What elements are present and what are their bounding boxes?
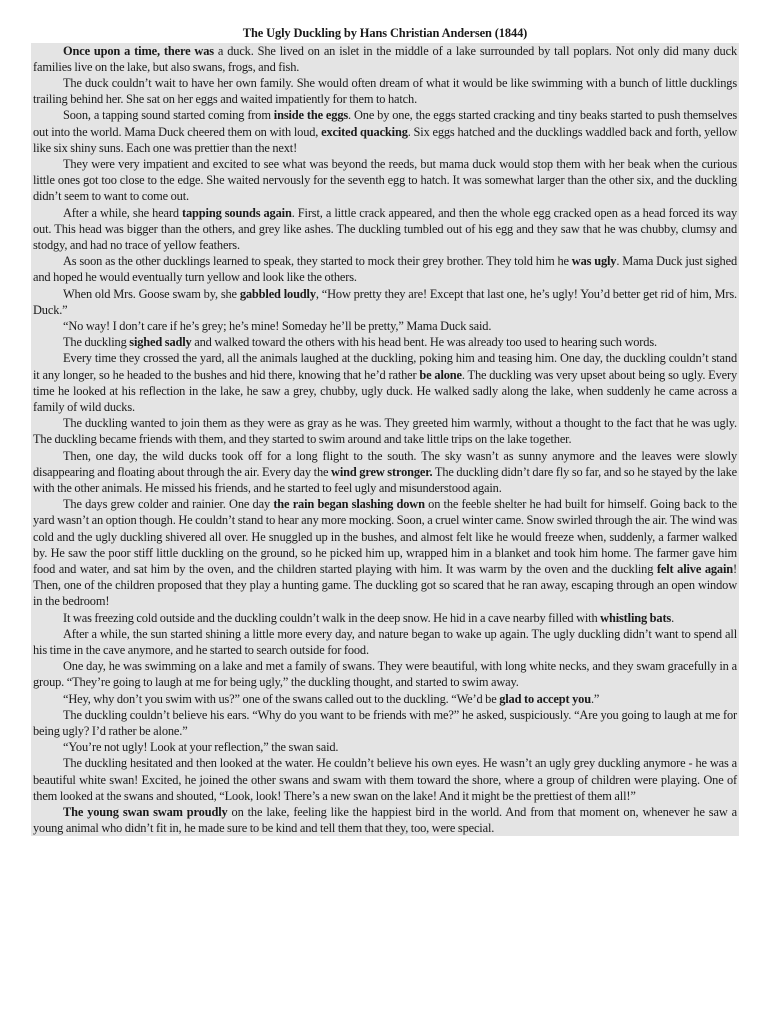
story-paragraph [33, 658, 737, 690]
text-run: a duck. She lived on an islet in the middle of a lake surrounded by tall poplars. Not only did many duck families live on the lake, but also swans, frogs, and fish. [33, 43, 737, 74]
text-run: and walked toward the others with his head bent. He was already too used to hearing such words. [191, 335, 657, 350]
text-run: Soon, a tapping sound started coming from [63, 108, 274, 123]
bold-phrase: the rain began slashing down [273, 497, 425, 512]
story-paragraph [33, 253, 737, 285]
text-run: They were very impatient and excited to see what was beyond the reeds, but mama duck would stop them with her beak when the curious little ones got too close to the edge. She waited nervously for the seventh egg to hatch. It was somewhat larger than the other six, and the duckling didn’t seem to want to come out. [33, 156, 737, 204]
bold-phrase: wind grew stronger. [331, 464, 433, 479]
text-run: on the lake, feeling like the happiest bird in the world. And from that moment on, whenever he saw a young animal who didn’t fit in, he made sure to be kind and tell them that they, too, were special. [33, 805, 737, 836]
text-run: After a while, the sun started shining a little more every day, and nature began to wake up again. The ugly duckling didn’t want to spend all his time in the cave anymore, and he started to search outside for food. [33, 626, 737, 658]
bold-phrase: be alone [419, 367, 462, 382]
text-run: The duckling couldn’t believe his ears. “Why do you want to be friends with me?” he asked, suspiciously. “Are you going to laugh at me for being ugly? I’d rather be alone.” [33, 707, 737, 739]
text-run: After a while, she heard [63, 205, 183, 220]
story-paragraph [33, 334, 737, 350]
story-paragraph [33, 755, 737, 804]
text-run: . First, a little crack appeared, and then the whole egg cracked open as a head forced its way out. This head was bigger than the others, and grey like ashes. The duckling tumbled out of his egg and they saw that he was chubby, clumsy and stodgy, and had no trace of yellow feathers. [33, 205, 737, 252]
bold-phrase: Once upon a time, there was [63, 43, 214, 58]
bold-phrase: sighed sadly [129, 335, 192, 350]
text-run: . One by one, the eggs started cracking and tiny beaks started to push themselves out into the world. Mama Duck cheered them on with loud, [33, 108, 737, 139]
text-run: . Six eggs hatched and the ducklings waddled back and forth, yellow like six shiny suns. Each one was prettier than the next! [33, 124, 737, 155]
text-run: The duckling hesitated and then looked at the water. He couldn’t believe his own eyes. He wasn’t an ugly grey duckling anymore - he was a beautiful white swan! Excited, he joined the other swans and swam with them toward the shore, where a group of children were playing. One of them looked at the swans and shouted, “Look, look! There’s a new swan on the lake! And it might be the prettiest of them all!” [33, 756, 737, 803]
text-run: The days grew colder and rainier. One day [63, 497, 274, 512]
story-paragraph [33, 626, 737, 658]
story-paragraph [33, 448, 737, 497]
story-paragraph [33, 691, 737, 707]
text-run: . The duckling was very upset about being so ugly. Every time he looked at his reflection in the lake, he saw a grey, chubby, ugly duck. He walked sadly along the lake, when suddenly he came across a family of wild ducks. [33, 367, 738, 414]
story-paragraph [33, 350, 737, 415]
text-run: . [671, 610, 675, 625]
text-run: One day, he was swimming on a lake and met a family of swans. They were beautiful, with long white necks, and they swam gracefully in a group. “They’re going to laugh at me for being ugly,” the duckling thought, and started to swim away. [33, 659, 737, 690]
text-run: Then, one day, the wild ducks took off for a long flight to the south. The sky wasn’t as sunny anymore and the leaves were slowly disappearing and floating about through the air. Every day the [33, 448, 737, 479]
text-run: It was freezing cold outside and the duckling couldn’t walk in the deep snow. He hid in a cave nearby filled with [63, 610, 601, 625]
text-run: Every time they crossed the yard, all the animals laughed at the duckling, poking him and teasing him. One day, the duckling couldn’t stand it any longer, so he headed to the bushes and hid there, knowing that he’d rather [33, 351, 737, 382]
text-run: When old Mrs. Goose swam by, she [63, 286, 240, 301]
story-paragraph [33, 610, 737, 626]
story-paragraph [33, 496, 737, 609]
story-paragraph [33, 75, 737, 107]
text-run: “Hey, why don’t you swim with us?” one of the swans called out to the duckling. “We’d be [63, 691, 500, 706]
text-run: As soon as the other ducklings learned to speak, they started to mock their grey brother. They told him he [63, 254, 572, 269]
text-run: “No way! I don’t care if he’s grey; he’s mine! Someday he’ll be pretty,” Mama Duck said. [63, 318, 492, 333]
story-paragraph [33, 804, 737, 836]
bold-phrase: excited quacking [321, 124, 408, 139]
text-run: The duckling didn’t dare fly so far, and so he stayed by the lake with the other animals. He missed his friends, and he started to feel ugly and misunderstood again. [33, 464, 737, 495]
story-paragraph [33, 156, 737, 205]
story-paragraph [33, 205, 737, 254]
text-run: . Mama Duck just sighed and hoped he would eventually turn yellow and look like the others. [33, 254, 737, 285]
bold-phrase: tapping sounds again [182, 205, 292, 220]
story-paragraph [33, 107, 737, 156]
document-title: The Ugly Duckling by Hans Christian Andersen (1844) [242, 26, 528, 40]
story-paragraph [33, 739, 737, 755]
bold-phrase: The young swan swam proudly [63, 805, 228, 820]
story-paragraph [33, 286, 737, 318]
story-paragraph [33, 43, 737, 75]
bold-phrase: gabbled loudly [239, 286, 316, 301]
text-run: .” [590, 691, 600, 706]
text-run: “You’re not ugly! Look at your reflection,” the swan said. [63, 740, 339, 755]
text-run: on the feeble shelter he had built for himself. Going back to the yard wasn’t an option though. He couldn’t stand to hear any more mocking. Soon, a cruel winter came. Snow swirled through the air. The wind was cold and the ugly duckling shivered all over. He snuggled up in the bushes, and almost felt like he would freeze when, suddenly, a farmer walked by. He saw the poor stiff little duckling on the ground, so he picked him up, wrapped him in a blanket and took him home. The farmer gave him food and water, and sat him by the oven, and the children started playing with him. It was warm by the oven and the duckling [33, 497, 737, 576]
text-run: , “How pretty they are! Except that last one, he’s ugly! You’d better get rid of him, Mrs. Duck.” [33, 286, 737, 317]
text-run: The duckling [63, 335, 130, 350]
bold-phrase: whistling bats [600, 610, 672, 625]
bold-phrase: felt alive again [656, 562, 734, 576]
story-paragraph [33, 415, 737, 447]
bold-phrase: inside the eggs [273, 108, 349, 123]
bold-phrase: was ugly [571, 254, 617, 269]
story-paragraph [33, 318, 737, 334]
story-paragraph [33, 707, 737, 739]
bold-phrase: glad to accept you [499, 691, 591, 706]
text-run: ! Then, one of the children proposed that they play a hunting game. The duckling got so scared that he ran away, escaping through an open window in the bedroom! [33, 562, 737, 609]
document-page [31, 25, 739, 836]
story-body [31, 43, 739, 837]
text-run: The duck couldn’t wait to have her own family. She would often dream of what it would be like swimming with a bunch of little ducklings trailing behind her. She sat on her eggs and waited impatiently for them to hatch. [33, 75, 737, 107]
text-run: The duckling wanted to join them as they were as gray as he was. They greeted him warmly, without a thought to the fact that he was ugly. The duckling became friends with them, and they started to swim around and take little trips on the lake together. [33, 416, 737, 447]
